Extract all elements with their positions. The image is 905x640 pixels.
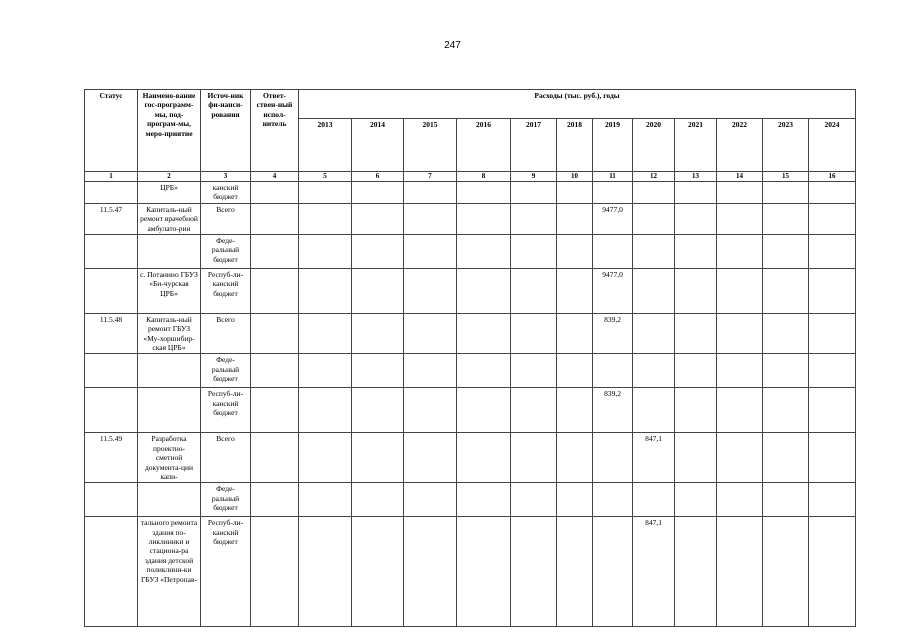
row-executor: [251, 181, 299, 203]
row-source: Всего: [201, 203, 251, 234]
row-value: 847,1: [633, 517, 675, 627]
row-value: [352, 517, 404, 627]
row-value: [404, 203, 457, 234]
row-value: [763, 388, 809, 433]
row-value: [299, 203, 352, 234]
row-value: [717, 354, 763, 388]
row-status: [85, 388, 138, 433]
row-value: [404, 181, 457, 203]
row-value: [717, 203, 763, 234]
row-value: [557, 354, 593, 388]
row-value: [593, 483, 633, 517]
column-number: 7: [404, 172, 457, 182]
row-value: [593, 354, 633, 388]
table-row: [85, 234, 856, 268]
row-value: [352, 203, 404, 234]
header-year: 2022: [717, 119, 763, 172]
row-value: [299, 268, 352, 313]
row-value: [809, 483, 856, 517]
row-value: [299, 483, 352, 517]
row-value: [717, 234, 763, 268]
header-year: 2013: [299, 119, 352, 172]
row-value: [763, 181, 809, 203]
row-executor: [251, 354, 299, 388]
header-status: Статус: [85, 90, 138, 172]
row-value: [675, 388, 717, 433]
row-status: 11.5.49: [85, 433, 138, 483]
row-value: [809, 181, 856, 203]
row-value: [763, 313, 809, 354]
row-status: [85, 354, 138, 388]
row-name: [138, 354, 201, 388]
row-value: [404, 354, 457, 388]
column-number: 6: [352, 172, 404, 182]
table-row: [85, 517, 856, 627]
column-number: 8: [457, 172, 511, 182]
row-value: 9477,0: [593, 268, 633, 313]
table-row: [85, 354, 856, 388]
row-value: [404, 313, 457, 354]
row-status: 11.5.47: [85, 203, 138, 234]
row-value: [633, 354, 675, 388]
row-value: [352, 354, 404, 388]
row-value: [675, 313, 717, 354]
row-value: [457, 354, 511, 388]
row-value: [352, 483, 404, 517]
row-value: [352, 268, 404, 313]
row-value: [299, 181, 352, 203]
header-year: 2016: [457, 119, 511, 172]
row-value: [511, 268, 557, 313]
column-number: 12: [633, 172, 675, 182]
header-executor: Ответ-ствен-ный испол-нитель: [251, 90, 299, 172]
row-value: [633, 234, 675, 268]
row-value: [299, 234, 352, 268]
row-value: [675, 517, 717, 627]
row-executor: [251, 234, 299, 268]
row-name: Капиталь-ный ремонт ГБУЗ «Му-хоршибир-ская ЦРБ»: [138, 313, 201, 354]
row-value: [717, 313, 763, 354]
row-value: [675, 203, 717, 234]
table-row: [85, 181, 856, 203]
row-value: [675, 433, 717, 483]
row-value: [457, 181, 511, 203]
header-year: 2019: [593, 119, 633, 172]
row-value: [511, 483, 557, 517]
row-value: [633, 313, 675, 354]
row-value: [593, 234, 633, 268]
row-value: [593, 433, 633, 483]
row-source: Респуб-ли-канский бюджет: [201, 388, 251, 433]
row-value: 847,1: [633, 433, 675, 483]
row-value: [457, 234, 511, 268]
row-value: [557, 517, 593, 627]
row-value: [809, 433, 856, 483]
row-status: [85, 483, 138, 517]
table-row: [85, 203, 856, 234]
column-number: 13: [675, 172, 717, 182]
header-year: 2024: [809, 119, 856, 172]
row-value: [633, 203, 675, 234]
row-value: [675, 181, 717, 203]
column-number: 15: [763, 172, 809, 182]
row-value: [404, 517, 457, 627]
row-value: [557, 203, 593, 234]
header-year: 2017: [511, 119, 557, 172]
row-value: [352, 181, 404, 203]
row-name: ЦРБ»: [138, 181, 201, 203]
row-value: [404, 388, 457, 433]
row-value: [633, 483, 675, 517]
row-value: [457, 313, 511, 354]
row-value: [809, 517, 856, 627]
row-value: [809, 354, 856, 388]
row-value: 839,2: [593, 313, 633, 354]
row-executor: [251, 203, 299, 234]
row-value: [511, 313, 557, 354]
row-value: [457, 483, 511, 517]
column-number: 14: [717, 172, 763, 182]
row-name: [138, 234, 201, 268]
header-name: Наимено-вание гос-программ-мы, под-програм-мы, меро-приятие: [138, 90, 201, 172]
header-year: 2020: [633, 119, 675, 172]
row-value: [763, 268, 809, 313]
row-name: с. Потанино ГБУЗ «Би-чурская ЦРБ»: [138, 268, 201, 313]
row-value: [457, 433, 511, 483]
row-value: [557, 433, 593, 483]
row-status: [85, 181, 138, 203]
row-status: 11.5.48: [85, 313, 138, 354]
row-value: [404, 234, 457, 268]
row-value: [763, 354, 809, 388]
row-value: [809, 313, 856, 354]
header-year: 2018: [557, 119, 593, 172]
row-value: [763, 203, 809, 234]
header-row-top: [85, 90, 856, 119]
row-status: [85, 234, 138, 268]
table-row: [85, 483, 856, 517]
row-value: [511, 203, 557, 234]
row-source: Феде-ральный бюджет: [201, 234, 251, 268]
budget-table: [84, 89, 856, 627]
row-value: [717, 517, 763, 627]
column-numbers-row: [85, 172, 856, 182]
row-source: Респуб-ли-канский бюджет: [201, 268, 251, 313]
row-value: [675, 354, 717, 388]
row-value: [299, 354, 352, 388]
row-value: [457, 388, 511, 433]
row-value: [511, 234, 557, 268]
row-value: [299, 388, 352, 433]
row-source: Всего: [201, 433, 251, 483]
row-source: Феде-ральный бюджет: [201, 483, 251, 517]
column-number: 11: [593, 172, 633, 182]
row-name: [138, 483, 201, 517]
row-value: [675, 268, 717, 313]
row-value: [593, 517, 633, 627]
header-source: Источ-ник фи-нанси-рования: [201, 90, 251, 172]
row-value: [352, 234, 404, 268]
row-value: [557, 268, 593, 313]
column-number: 5: [299, 172, 352, 182]
table-row: [85, 433, 856, 483]
row-value: [717, 181, 763, 203]
column-number: 3: [201, 172, 251, 182]
row-value: [809, 268, 856, 313]
row-value: [404, 483, 457, 517]
row-value: [511, 517, 557, 627]
row-value: [717, 433, 763, 483]
row-value: [457, 203, 511, 234]
header-year: 2021: [675, 119, 717, 172]
row-status: [85, 268, 138, 313]
row-value: 9477,0: [593, 203, 633, 234]
row-name: Разработка проектно-сметной документа-ции капи-: [138, 433, 201, 483]
row-value: [457, 517, 511, 627]
row-value: [511, 433, 557, 483]
column-number: 4: [251, 172, 299, 182]
row-value: [352, 433, 404, 483]
row-value: [511, 388, 557, 433]
header-expenses: Расходы (тыс. руб.), годы: [299, 90, 856, 119]
row-value: [593, 181, 633, 203]
row-value: [352, 313, 404, 354]
row-value: [299, 433, 352, 483]
row-value: [557, 181, 593, 203]
row-value: [557, 483, 593, 517]
row-value: [299, 313, 352, 354]
table-row: [85, 268, 856, 313]
row-value: 839,2: [593, 388, 633, 433]
row-name: тального ремонта здания по-ликлиники и стациона-ра здания детской поликлини-ки ГБУЗ «Петропав-: [138, 517, 201, 627]
row-name: Капиталь-ный ремонт врачебной амбулато-рии: [138, 203, 201, 234]
row-value: [633, 181, 675, 203]
row-value: [404, 268, 457, 313]
row-value: [404, 433, 457, 483]
row-value: [511, 354, 557, 388]
row-value: [633, 268, 675, 313]
row-value: [633, 388, 675, 433]
row-value: [763, 517, 809, 627]
row-value: [557, 234, 593, 268]
row-value: [809, 203, 856, 234]
row-value: [675, 234, 717, 268]
row-value: [352, 388, 404, 433]
row-value: [717, 388, 763, 433]
row-value: [457, 268, 511, 313]
row-value: [675, 483, 717, 517]
row-source: канский бюджет: [201, 181, 251, 203]
row-executor: [251, 313, 299, 354]
table-row: [85, 313, 856, 354]
header-year: 2015: [404, 119, 457, 172]
row-executor: [251, 268, 299, 313]
row-value: [717, 268, 763, 313]
row-value: [557, 313, 593, 354]
column-number: 2: [138, 172, 201, 182]
table-row: [85, 388, 856, 433]
row-source: Всего: [201, 313, 251, 354]
row-value: [717, 483, 763, 517]
row-name: [138, 388, 201, 433]
row-executor: [251, 517, 299, 627]
row-value: [763, 234, 809, 268]
row-value: [299, 517, 352, 627]
row-value: [809, 388, 856, 433]
header-year: 2023: [763, 119, 809, 172]
row-executor: [251, 433, 299, 483]
column-number: 10: [557, 172, 593, 182]
row-value: [763, 483, 809, 517]
row-value: [809, 234, 856, 268]
header-year: 2014: [352, 119, 404, 172]
column-number: 9: [511, 172, 557, 182]
row-source: Феде-ральный бюджет: [201, 354, 251, 388]
row-value: [763, 433, 809, 483]
page-number: 247: [444, 40, 461, 51]
column-number: 1: [85, 172, 138, 182]
row-status: [85, 517, 138, 627]
row-value: [557, 388, 593, 433]
row-executor: [251, 483, 299, 517]
column-number: 16: [809, 172, 856, 182]
row-value: [511, 181, 557, 203]
row-executor: [251, 388, 299, 433]
row-source: Респуб-ли-канский бюджет: [201, 517, 251, 627]
